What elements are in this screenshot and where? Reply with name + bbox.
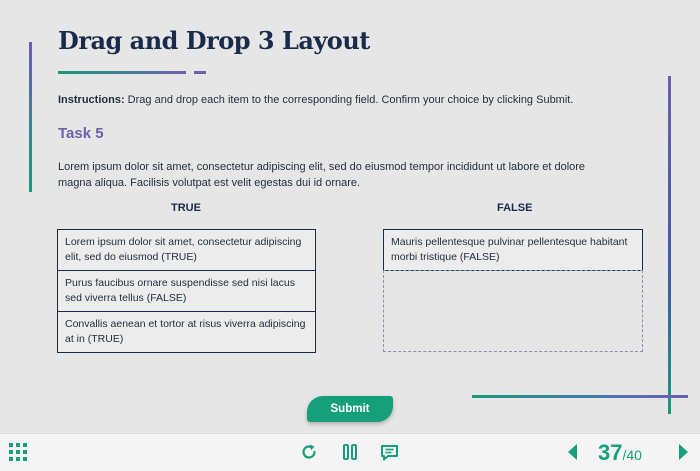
page-title: Drag and Drop 3 Layout: [58, 26, 370, 55]
title-dash: [194, 71, 206, 74]
true-column-label: TRUE: [171, 202, 201, 214]
title-underline: [58, 71, 186, 74]
decor-line-bottom: [472, 395, 688, 398]
empty-drop-slot[interactable]: [383, 270, 643, 352]
instructions-label: Instructions:: [58, 94, 125, 106]
next-arrow-icon[interactable]: [678, 443, 690, 461]
drag-item[interactable]: Lorem ipsum dolor sit amet, consectetur adipiscing elit, sed do eiusmod (TRUE): [57, 229, 316, 271]
decor-line-left: [29, 42, 32, 192]
drag-item[interactable]: Convallis aenean et tortor at risus viverra adipiscing at in (TRUE): [57, 311, 316, 353]
submit-button[interactable]: Submit: [307, 396, 393, 422]
chat-icon[interactable]: [380, 444, 399, 461]
drag-item[interactable]: Mauris pellentesque pulvinar pellentesque habitant morbi tristique (FALSE): [383, 229, 643, 271]
false-column-label: FALSE: [497, 202, 533, 214]
instructions-text: Drag and drop each item to the corresponding field. Confirm your choice by clicking Submit.: [124, 94, 574, 106]
true-drop-zone[interactable]: [57, 229, 316, 353]
prev-arrow-icon[interactable]: [566, 443, 578, 461]
task-description: Lorem ipsum dolor sit amet, consectetur adipiscing elit, sed do eiusmod tempor incididunt ut labore et dolore magna aliqua. Facilisis volutpat est velit egestas dui id ornare.: [58, 161, 586, 189]
decor-line-right: [668, 76, 671, 414]
pause-icon[interactable]: [342, 443, 358, 461]
false-drop-zone[interactable]: [383, 229, 643, 352]
page-total: /40: [622, 447, 642, 463]
replay-icon[interactable]: [300, 443, 318, 461]
page-counter: [598, 440, 642, 466]
task-title: Task 5: [58, 125, 104, 142]
drag-item[interactable]: Purus faucibus ornare suspendisse sed nisi lacus sed viverra tellus (FALSE): [57, 270, 316, 313]
instructions: [58, 94, 573, 106]
menu-grid-icon[interactable]: [9, 443, 27, 461]
page-current: 37: [598, 440, 623, 465]
